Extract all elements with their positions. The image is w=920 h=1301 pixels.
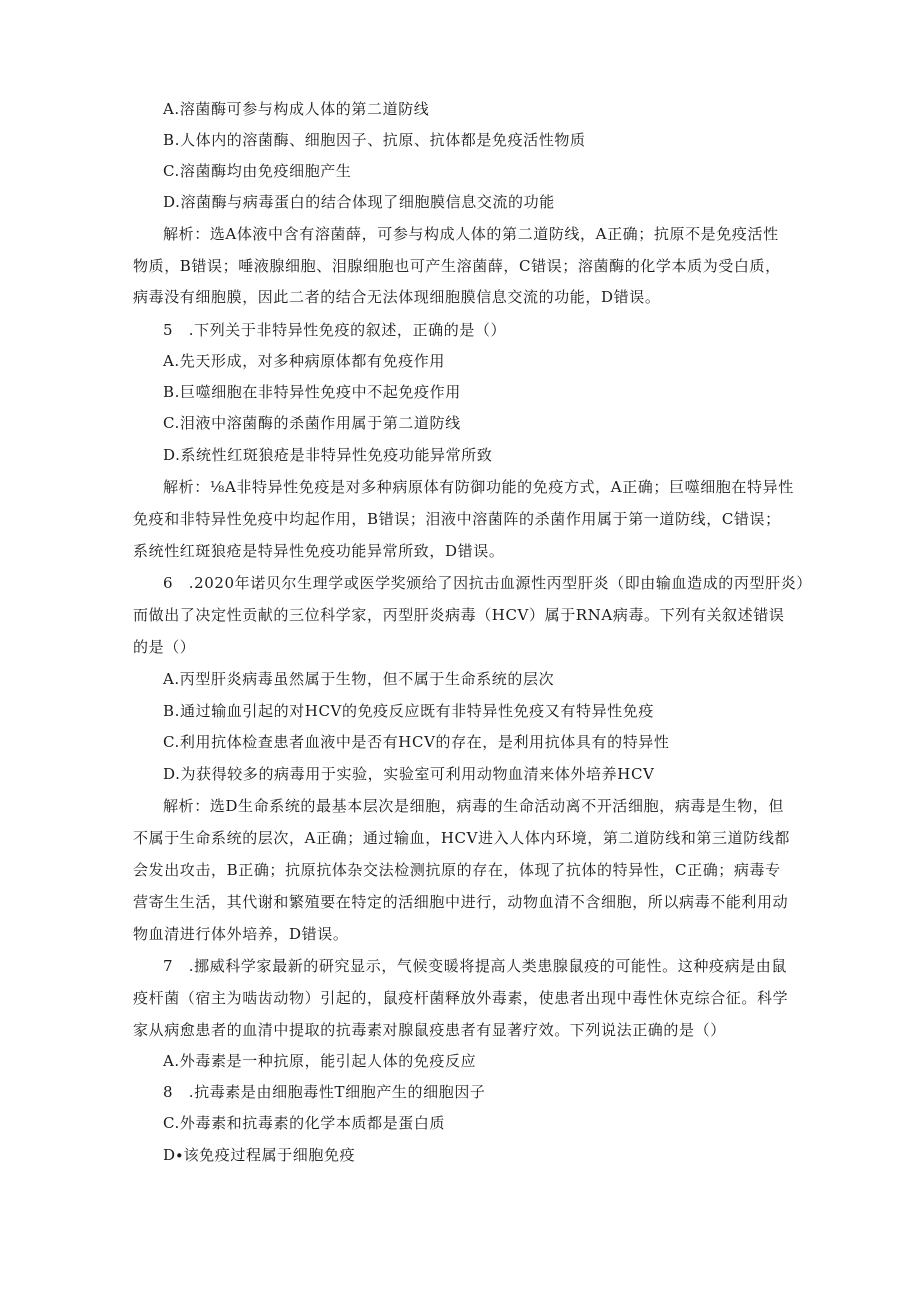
q7-option-d: D∙该免疫过程属于细胞免疫 (163, 1146, 356, 1164)
q6-analysis-line: 物血清进行体外培养，D错误。 (133, 925, 349, 943)
q5-analysis-line: 解析：⅛A非特异性免疫是对多种病原体有防御功能的免疫方式，A正确；巨噬细胞在特异性 (163, 478, 794, 496)
q6-analysis-line: 营寄生生活，其代谢和繁殖要在特定的活细胞中进行，动物血清不含细胞，所以病毒不能利用动 (133, 893, 789, 911)
q4-analysis-line: 病毒没有细胞膜，因此二者的结合无法体现细胞膜信息交流的功能，D错误。 (133, 288, 661, 306)
q6-option-b: B.通过输血引起的对HCV的免疫反应既有非特异性免疫又有特异性免疫 (163, 702, 654, 720)
q7-option-b: 8 .抗毒素是由细胞毒性T细胞产生的细胞因子 (163, 1083, 486, 1101)
q6-option-d: D.为获得较多的病毒用于实验，实验室可利用动物血清来体外培养HCV (163, 765, 655, 783)
q5-stem: 5 .下列关于非特异性免疫的叙述，正确的是（） (163, 321, 507, 339)
q6-analysis-line: 不属于生命系统的层次，A正确；通过输血，HCV进入人体内环境，第二道防线和第三道防线都 (133, 829, 791, 847)
q7-stem-line: 家从病愈患者的血清中提取的抗毒素对腺鼠疫患者有显著疗效。下列说法正确的是（） (133, 1021, 726, 1039)
q6-stem-line: 的是（） (133, 638, 196, 656)
q4-option-c: C.溶菌酶均由免疫细胞产生 (163, 162, 352, 180)
q7-option-a: A.外毒素是一种抗原，能引起人体的免疫反应 (163, 1052, 477, 1070)
q6-stem-line: 6 .2020年诺贝尔生理学或医学奖颁给了因抗击血源性丙型肝炎（即由输血造成的丙型肝炎） (163, 574, 812, 592)
q6-analysis-line: 会发出攻击，B正确；抗原抗体杂交法检测抗原的存在，体现了抗体的特异性，C正确；病毒专 (133, 861, 781, 879)
q5-analysis-line: 系统性红斑狼疮是特异性免疫功能异常所致，D错误。 (133, 542, 505, 560)
q5-option-b: B.巨噬细胞在非特异性免疫中不起免疫作用 (163, 383, 461, 401)
q4-option-d: D.溶菌酶与病毒蛋白的结合体现了细胞膜信息交流的功能 (163, 193, 555, 211)
q4-analysis-line: 解析：选A体液中含有溶菌薛，可参与构成人体的第二道防线，A正确；抗原不是免疫活性 (163, 225, 779, 243)
q6-option-c: C.利用抗体检查患者血液中是否有HCV的存在，是利用抗体具有的特异性 (163, 733, 670, 751)
q6-option-a: A.丙型肝炎病毒虽然属于生物，但不属于生命系统的层次 (163, 670, 555, 688)
q6-analysis-line: 解析：选D生命系统的最基本层次是细胞，病毒的生命活动离不开活细胞，病毒是生物，但 (163, 797, 785, 815)
q7-option-c: C.外毒素和抗毒素的化学本质都是蛋白质 (163, 1114, 446, 1132)
q4-option-b: B.人体内的溶菌酶、细胞因子、抗原、抗体都是免疫活性物质 (163, 131, 586, 149)
q4-analysis-line: 物质，B错误；唾液腺细胞、泪腺细胞也可产生溶菌薛，C错误；溶菌酶的化学本质为受白质， (133, 257, 781, 275)
q4-option-a: A.溶菌酶可参与构成人体的第二道防线 (163, 100, 430, 118)
q5-option-a: A.先天形成，对多种病原体都有免疫作用 (163, 352, 446, 370)
q5-option-d: D.系统性红斑狼疮是非特异性免疫功能异常所致 (163, 446, 493, 464)
q7-stem-line: 7 .挪威科学家最新的研究显示，气候变暖将提高人类患腺鼠疫的可能性。这种疫病是由鼠 (163, 957, 787, 975)
q7-stem-line: 疫杆菌（宿主为啮齿动物）引起的，鼠疫杆菌释放外毒素，使患者出现中毒性休克综合征。科学 (133, 989, 789, 1007)
q5-option-c: C.泪液中溶菌酶的杀菌作用属于第二道防线 (163, 414, 461, 432)
q5-analysis-line: 免疫和非特异性免疫中均起作用，B错误；泪液中溶菌阵的杀菌作用属于第一道防线，C错误； (133, 510, 781, 528)
q6-stem-line: 而做出了决定性贡献的三位科学家，丙型肝炎病毒（HCV）属于RNA病毒。下列有关叙述错误 (133, 606, 785, 624)
